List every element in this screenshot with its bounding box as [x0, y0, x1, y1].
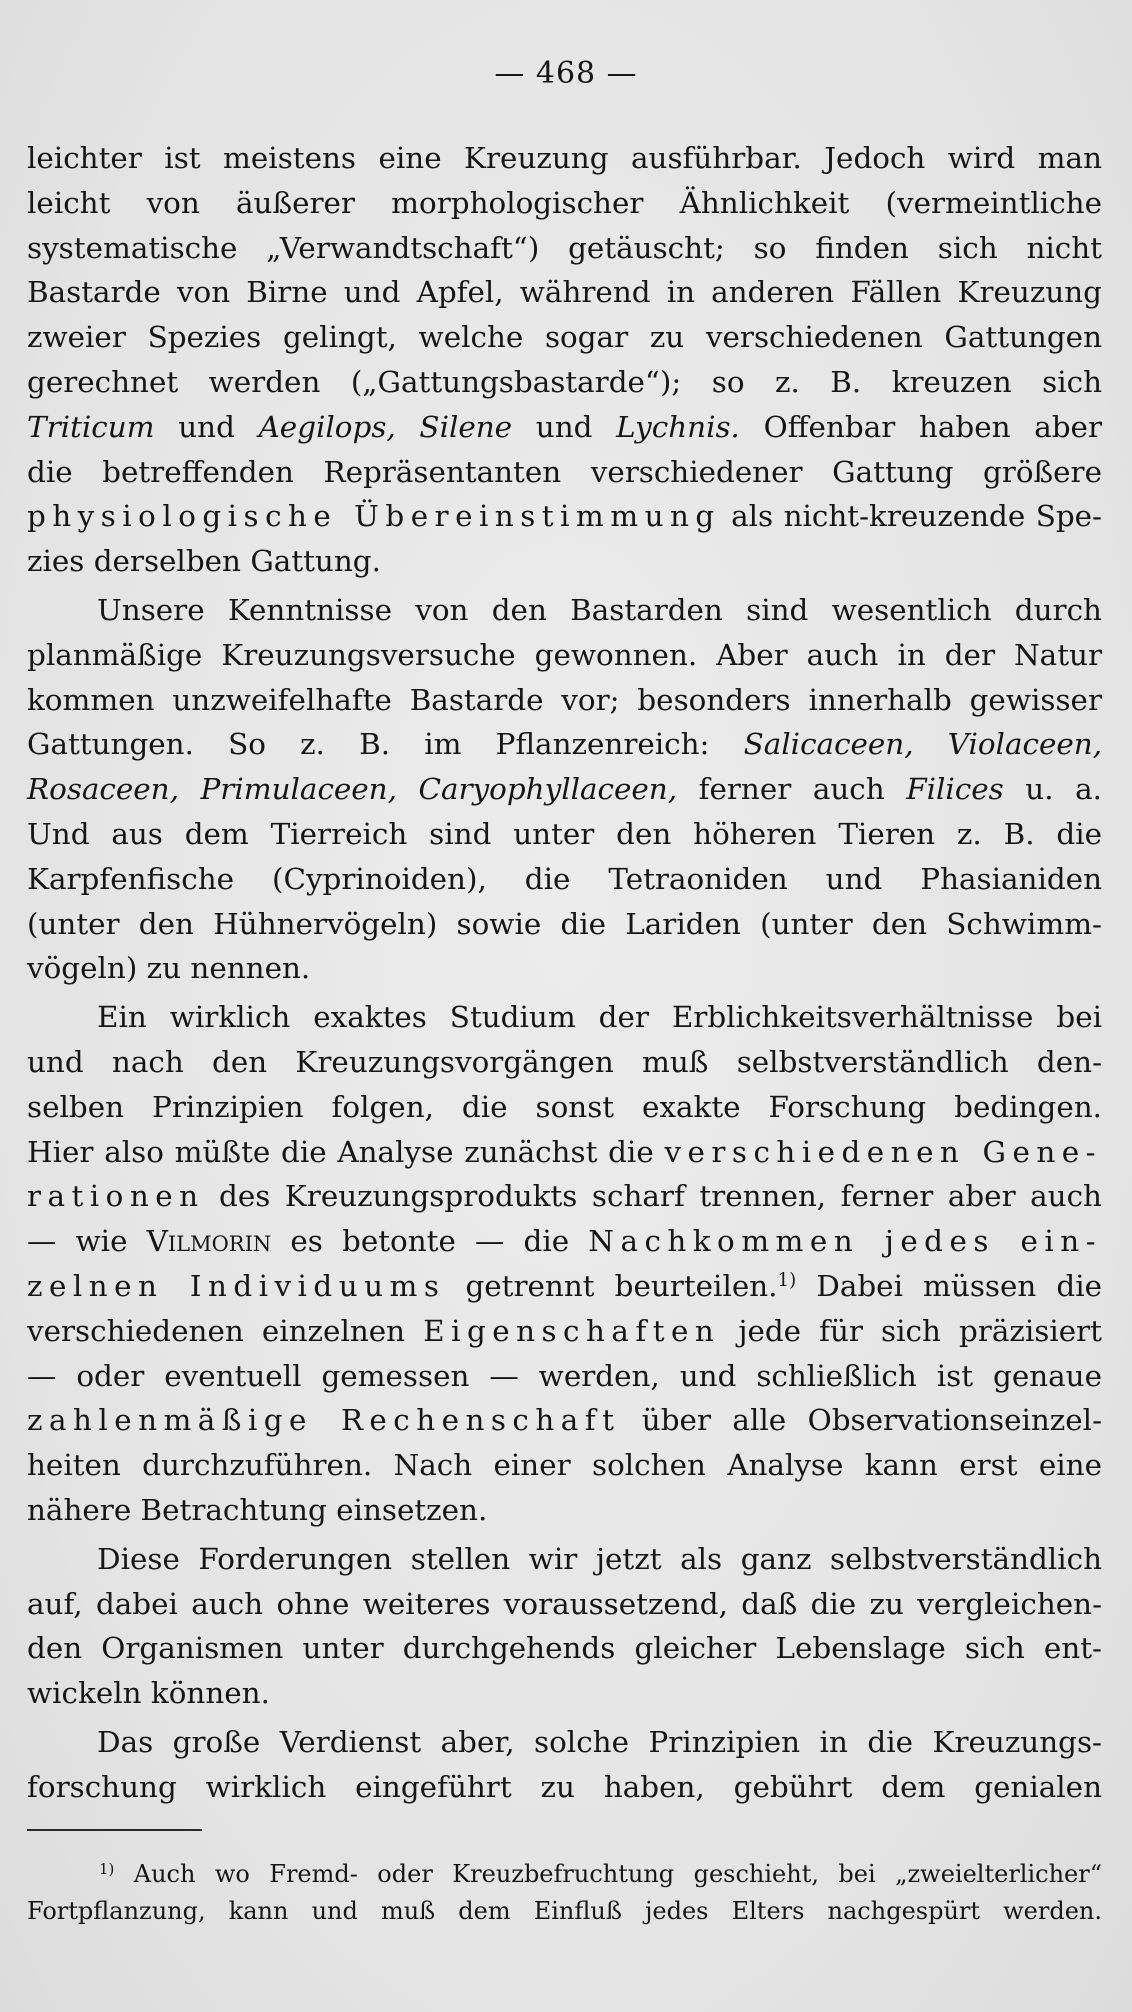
text-segment: — wie: [27, 1224, 147, 1259]
spaced-emphasis: Eigenschaften: [423, 1313, 721, 1348]
taxon-name: Lychnis.: [616, 409, 740, 444]
footnote-line: Fortpflanzung, kann und muß dem Einfluß jedes Elters nachgespürt werden.: [27, 1897, 1102, 1925]
text-line: selben Prinzipien folgen, die sonst exakte Forschung bedingen.: [27, 1089, 1102, 1124]
taxon-name: Triticum: [27, 409, 155, 444]
text-line: Das große Verdienst aber, solche Prinzipien in die Kreuzungs-: [97, 1724, 1102, 1759]
spaced-emphasis: verschiedenen Gene-: [664, 1134, 1102, 1169]
text-line: den Organismen unter durchgehends gleicher Lebenslage sich ent-: [27, 1631, 1102, 1666]
text-line: auf, dabei auch ohne weiteres voraussetzend, daß die zu vergleichen-: [27, 1586, 1102, 1621]
footnote: [27, 1856, 1102, 1930]
text-line: gerechnet werden („Gattungsbastarde“); so z. B. kreuzen sich: [27, 364, 1102, 399]
text-line: [27, 722, 1102, 767]
footnote-reference[interactable]: 1): [777, 1269, 797, 1291]
body-text: [27, 136, 1102, 1813]
text-line: systematische „Verwandtschaft“) getäuscht; so finden sich nicht: [27, 230, 1102, 265]
spaced-emphasis: rationen: [27, 1179, 205, 1214]
text-line: [27, 1264, 1102, 1309]
page-number: — 468 —: [494, 56, 638, 91]
text-line: Bastarde von Birne und Apfel, während in anderen Fällen Kreuzung: [27, 275, 1102, 310]
footnote-text: Auch wo Fremd- oder Kreuzbefruchtung geschieht, bei „zweielterlicher“: [133, 1860, 1102, 1888]
text-segment: jede für sich präzisiert: [720, 1313, 1102, 1348]
text-segment: getrennt beurteilen.: [445, 1268, 778, 1303]
text-line: Und aus dem Tierreich sind unter den höheren Tieren z. B. die: [27, 816, 1102, 851]
text-line: Unsere Kenntnisse von den Bastarden sind wesentlich durch: [97, 592, 1102, 627]
paragraph-1: [27, 136, 1102, 584]
text-line: (unter den Hühnervögeln) sowie die Lariden (unter den Schwimm-: [27, 906, 1102, 941]
spaced-emphasis: zelnen Individuums: [27, 1268, 446, 1303]
text-line: [27, 1398, 1102, 1443]
paragraph-3: [27, 995, 1102, 1533]
paragraph-5: [27, 1720, 1102, 1810]
text-segment: Dabei müssen die: [796, 1268, 1102, 1303]
footnote-line: [27, 1856, 1102, 1893]
text-segment: u. a.: [1003, 772, 1102, 807]
text-line: [27, 1309, 1102, 1354]
taxon-name: Rosaceen, Primulaceen, Caryophyllaceen,: [27, 772, 678, 807]
text-segment: und: [154, 409, 259, 444]
text-line: die betreffenden Repräsentanten verschiedener Gattung größere: [27, 454, 1102, 489]
footnote-marker: 1): [99, 1859, 115, 1878]
text-line: [27, 494, 1102, 539]
text-segment: des Kreuzungsprodukts scharf trennen, ferner aber auch: [204, 1179, 1102, 1214]
text-segment: über alle Observationseinzel-: [620, 1403, 1103, 1438]
text-line: planmäßige Kreuzungsversuche gewonnen. Aber auch in der Natur: [27, 637, 1102, 672]
text-line: [27, 1219, 1102, 1264]
text-line: leichter ist meistens eine Kreuzung ausführbar. Jedoch wird man: [27, 141, 1102, 175]
text-segment: verschiedenen einzelnen: [27, 1313, 424, 1348]
text-line: [27, 1130, 1102, 1175]
text-line: zweier Spezies gelingt, welche sogar zu verschiedenen Gattungen: [27, 320, 1102, 355]
text-segment: Offenbar haben aber: [739, 409, 1102, 444]
text-line: wickeln können.: [27, 1676, 270, 1711]
taxon-name: Filices: [906, 772, 1004, 807]
text-line: Diese Forderungen stellen wir jetzt als ganz selbstverständlich: [97, 1541, 1102, 1576]
text-segment: es betonte — die: [271, 1224, 589, 1259]
author-name: Vilmorin: [146, 1224, 272, 1259]
footnote-divider: [27, 1829, 202, 1831]
text-segment: Gattungen. So z. B. im Pflanzenreich:: [27, 727, 744, 762]
text-line: — oder eventuell gemessen — werden, und schließlich ist genaue: [27, 1358, 1102, 1393]
text-line: nähere Betrachtung einsetzen.: [27, 1492, 488, 1527]
text-line: kommen unzweifelhafte Bastarde vor; besonders innerhalb gewisser: [27, 682, 1102, 717]
text-line: forschung wirklich eingeführt zu haben, gebührt dem genialen: [27, 1769, 1102, 1804]
text-segment: als nicht-kreuzende Spe-: [720, 499, 1102, 534]
text-segment: Hier also müßte die Analyse zunächst die: [27, 1134, 665, 1169]
text-line: und nach den Kreuzungsvorgängen muß selbstverständlich den-: [27, 1044, 1102, 1079]
text-line: zies derselben Gattung.: [27, 544, 381, 579]
text-line: leicht von äußerer morphologischer Ähnlichkeit (vermeintliche: [27, 185, 1102, 220]
text-segment: und: [512, 409, 617, 444]
text-segment: ferner auch: [677, 772, 907, 807]
text-line: heiten durchzuführen. Nach einer solchen Analyse kann erst eine: [27, 1448, 1102, 1483]
text-line: [27, 405, 1102, 450]
spaced-emphasis: zahlenmäßige Rechenschaft: [27, 1403, 621, 1438]
text-line: [27, 1174, 1102, 1219]
text-line: Karpfenfische (Cyprinoiden), die Tetraoniden und Phasianiden: [27, 861, 1102, 896]
spaced-emphasis: Nachkommen jedes ein-: [588, 1224, 1102, 1259]
text-line: [27, 767, 1102, 812]
text-line: vögeln) zu nennen.: [27, 951, 311, 986]
paragraph-2: [27, 588, 1102, 991]
taxon-name: Aegilops, Silene: [258, 409, 513, 444]
spaced-emphasis: physiologische Übereinstimmung: [27, 499, 721, 534]
paragraph-4: [27, 1537, 1102, 1716]
text-line: Ein wirklich exaktes Studium der Erblichkeitsverhältnisse bei: [97, 1000, 1102, 1035]
taxon-name: Salicaceen, Violaceen,: [743, 727, 1102, 762]
